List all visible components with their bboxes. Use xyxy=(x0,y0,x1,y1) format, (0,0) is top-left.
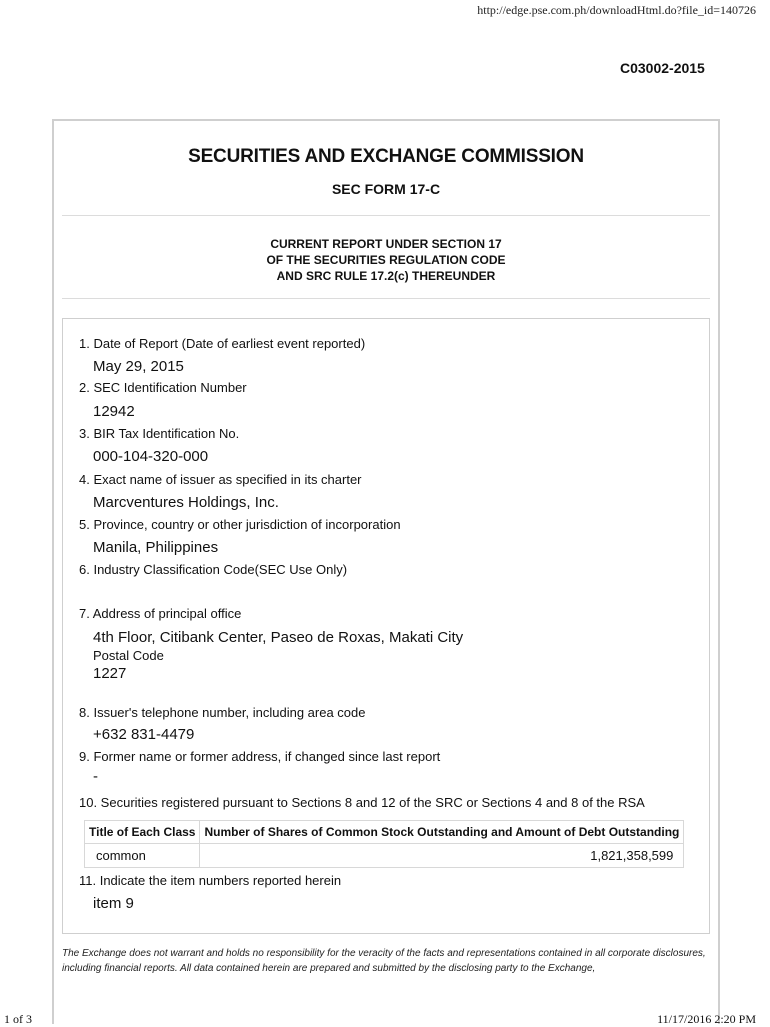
column-header: Number of Shares of Common Stock Outstanding and Amount of Debt Outstanding xyxy=(200,821,684,844)
issuer-name-value: Marcventures Holdings, Inc. xyxy=(93,494,279,511)
table-header-row xyxy=(85,821,684,844)
page-number: 1 of 3 xyxy=(4,1012,32,1026)
former-name-value: - xyxy=(93,768,98,785)
items-reported-label: 11. Indicate the item numbers reported herein xyxy=(79,873,342,888)
postal-code-value: 1227 xyxy=(93,665,127,682)
subtitle-line: AND SRC RULE 17.2(c) THEREUNDER xyxy=(276,269,496,283)
address-label: 7. Address of principal office xyxy=(79,606,242,621)
subtitle-line: OF THE SECURITIES REGULATION CODE xyxy=(266,253,506,267)
divider xyxy=(62,215,710,216)
subtitle-line: CURRENT REPORT UNDER SECTION 17 xyxy=(270,237,502,251)
document-title: SECURITIES AND EXCHANGE COMMISSION xyxy=(188,146,584,167)
column-header: Title of Each Class xyxy=(85,821,200,844)
shares-cell: 1,821,358,599 xyxy=(200,844,684,868)
issuer-name-label: 4. Exact name of issuer as specified in its charter xyxy=(79,472,362,487)
class-cell: common xyxy=(85,844,200,868)
industry-code-label: 6. Industry Classification Code(SEC Use Only) xyxy=(79,562,348,577)
telephone-value: +632 831-4479 xyxy=(93,726,195,743)
table-row xyxy=(85,844,684,868)
items-reported-value: item 9 xyxy=(93,895,134,912)
bir-tin-label: 3. BIR Tax Identification No. xyxy=(79,426,240,441)
province-value: Manila, Philippines xyxy=(93,539,219,556)
date-of-report-value: May 29, 2015 xyxy=(93,358,184,375)
reference-number: C03002-2015 xyxy=(620,60,705,76)
bir-tin-value: 000-104-320-000 xyxy=(93,448,209,465)
securities-table xyxy=(84,820,684,868)
divider xyxy=(62,298,710,299)
sec-id-label: 2. SEC Identification Number xyxy=(79,380,247,395)
sec-id-value: 12942 xyxy=(93,403,135,420)
province-label: 5. Province, country or other jurisdiction of incorporation xyxy=(79,517,401,532)
form-name: SEC FORM 17-C xyxy=(331,181,441,197)
telephone-label: 8. Issuer's telephone number, including area code xyxy=(79,705,366,720)
securities-label: 10. Securities registered pursuant to Sections 8 and 12 of the SRC or Sections 4 and 8 of the RSA xyxy=(79,795,645,810)
former-name-label: 9. Former name or former address, if changed since last report xyxy=(79,749,441,764)
report-subtitle xyxy=(52,236,720,284)
date-of-report-label: 1. Date of Report (Date of earliest event reported) xyxy=(79,336,366,351)
disclaimer: The Exchange does not warrant and holds no responsibility for the veracity of the facts and representations contained in all corporate disclosures, including financial reports. All data contained herein are prepared and submitted by the disclosing party to the Exchange, xyxy=(62,948,706,974)
print-timestamp: 11/17/2016 2:20 PM xyxy=(657,1012,756,1026)
address-value: 4th Floor, Citibank Center, Paseo de Roxas, Makati City xyxy=(93,629,464,646)
postal-code-label: Postal Code xyxy=(93,648,164,663)
page-url: http://edge.pse.com.ph/downloadHtml.do?file_id=140726 xyxy=(477,3,756,17)
